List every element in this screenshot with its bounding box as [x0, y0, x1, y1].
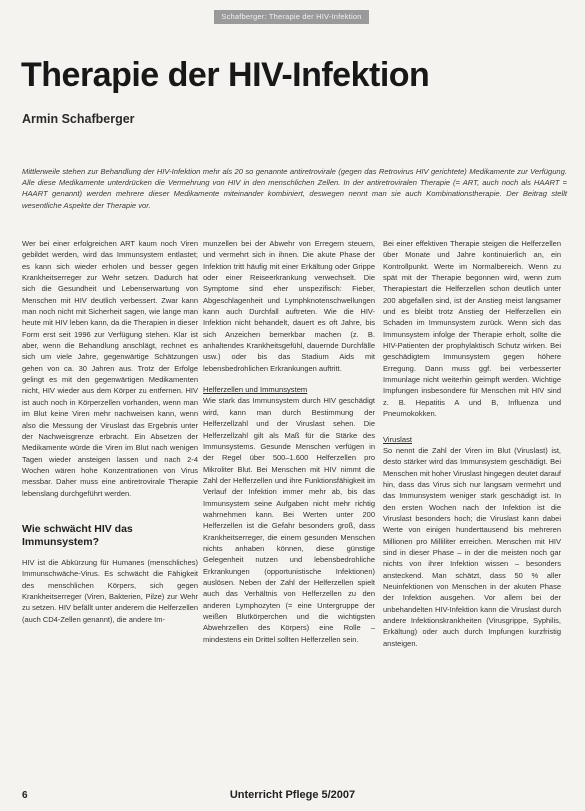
- article-title: Therapie der HIV-Infektion: [21, 56, 430, 94]
- column-2-intro: munzellen bei der Abwehr von Erregern steuern, und vermehrt sich in ihnen. Die akute Phase der Infektion tritt häufig mit einer Erkältung oder Grippe oder einer Reiseerkrankung verwechselt. Die Symptome sind eher unspezifisch: Fieber, Abgeschlagenheit und Lymphknotenschwellungen kann auch Durchfall auftreten. Wie die HIV-Infektion nicht behandelt, dauert es oft Jahre, bis sich Anzeichen bemerkbar machen (z. B. anhaltendes Krankheitsgefühl, dauernde Durchfälle usw.) oder bis das Stadium Aids mit lebensbedrohlichen Erkrankungen auftritt.: [203, 239, 375, 373]
- text-column-1: [22, 238, 198, 625]
- journal-issue: Unterricht Pflege 5/2007: [229, 789, 356, 801]
- text-column-3: [383, 238, 561, 649]
- abstract: Mittlerweile stehen zur Behandlung der HIV-Infektion mehr als 20 so genannte antiretrovirale (gegen das Retrovirus HIV gerichtete) Medikamente zur Verfügung. Alle diese Medikamente unterdrücken die Vermehrung von HIV in den menschlichen Zellen. In der antiretroviralen Therapie (= ART, auch noch als HAART = HAART genannt) werden mehrere dieser Medikamente miteinander kombiniert, deswegen nennt man sie auch Kombinationstherapie. Der Beitrag stellt wesentliche Aspekte der Therapie vor.: [22, 167, 567, 210]
- column-3-body: So nennt die Zahl der Viren im Blut (Viruslast) ist, desto stärker wird das Immunsystem geschädigt. Bei Menschen mit hoher Viruslast hingegen deutet darauf hin, dass das Virus sich nur langsam vermehrt und das Immunsystem weniger stark geschädigt ist. In den ersten Wochen nach der Infektion ist die Viruslast besonders hoch; die Viruslast kann dabei Werte von einigen hunderttausend bis mehreren Millionen pro Milliliter erreichen. Menschen mit HIV sind in dieser Phase – in der die meisten noch gar nichts von ihrer Infektion wissen – besonders ansteckend. Man schätzt, dass 50 % aller Neuinfektionen von Menschen in der akuten Phase der Infektion ausgehen. Vor allem bei der unbehandelten HIV-Infektion kann die Viruslast durch andere Infektionskrankheiten (Virusgrippe, Syphilis, Erkältung) oder auch durch Impfungen kurzfristig ansteigen.: [383, 445, 561, 648]
- column-3-intro: Bei einer effektiven Therapie steigen die Helferzellen über Monate und Jahre kontinuierlich an, ein Kontrollpunkt. Werte im Normalbereich. Wenn zu spät mit der Therapie begonnen wird, wenn zum Therapiestart die Helferzellen schon deutlich unter 200 abgefallen sind, ist der Anstieg meist langsamer und es bleibt trotz Anstieg der Helferzellen ein Schaden im Immunsystem zurück. Wenn sich das Immunsystem infolge der Therapie erholt, sollte die HIV-Patienten der prophylaktisch Schutz wirken. Bei geschädigtem Immunsystem gegen höhere Erregung. Dann muss ggf. bei verbesserter Immunlage nicht weiterhin geimpft werden. Wichtige Impfungen insbesondere für Menschen mit HIV sind z. B. Hepatitis A und B, Influenza und Pneumokokken.: [383, 239, 561, 419]
- running-head: Schafberger: Therapie der HIV-Infektion: [214, 10, 369, 24]
- text-column-2: [203, 238, 375, 645]
- column-1-intro: Wer bei einer erfolgreichen ART kaum noch Viren gebildet werden, wird das Immunsystem entlastet; es kann sich wieder erholen und besser gegen Krankheitserreger zur Wehr setzen. Dadurch hat sich die Gesundheit und Lebenserwartung von Menschen mit HIV deutlich verbessert. Zwar kann man noch nicht mit Sicherheit sagen, wie lange man heute mit HIV leben kann, da die Therapien in dieser Form erst seit 1996 zur Verfügung stehen. Klar ist aber, wenn die Behandlung anschlägt, rechnet es sich um viele Jahre, gegenwärtige Schätzungen gehen von ca. 30 Jahren aus. Trotz der Erfolge gelingt es mit den gegenwärtigen Medikamenten nicht, HIV wieder aus dem Körper zu entfernen. HIV ist auch noch in Körperzellen vorhanden, wenn man im Blut keine Viren mehr nachweisen kann, wenn also die Messung der Viruslast das Ergebnis unter der Nachweisgrenze erbracht. Ein Absetzen der Medikamente würde die Viren im Blut nach wenigen Tagen wieder ansteigen lassen und nach 2-4 Wochen wären hohe Konzentrationen von Virus messbar. Daher muss eine antiretrovirale Therapie lebenslang durchgeführt werden.: [22, 239, 198, 498]
- subheading-helper-cells: Helferzellen und Immunsystem: [203, 385, 308, 395]
- subheading-viral-load: Viruslast: [383, 434, 412, 444]
- author-name: Armin Schafberger: [22, 112, 135, 126]
- column-2-body: Wie stark das Immunsystem durch HIV geschädigt wird, kann man durch Bestimmung der Helferzellzahl und der Viruslast sehen. Die Helferzellzahl gilt als Maß für die Stärke des Immunsystems. Gesunde Menschen verfügen in der Regel über 500–1.600 Helferzellen pro Mikroliter Blut. Bei Menschen mit HIV nimmt die Zahl der Helferzellen und ihre Funktionsfähigkeit im Verlauf der Infektion immer mehr ab, bis das Immunsystem seine Aufgaben nicht mehr richtig wahrnehmen kann. Bei Werten unter 200 Helferzellen ist die Gefahr besonders groß, dass Krankheitserreger, die einem gesunden Menschen nichts anhaben können, diese günstige Gelegenheit nutzen und lebensbedrohliche Erkrankungen (opportunistische Infektionen) auslösen. Neben der Zahl der Helferzellen spielt auch das Verhältnis von Helferzellen zu den anderen Lymphozyten (= eine Untergruppe der weißen Blutkörperchen und die wichtigsten Abwehrzellen des Körpers) eine Rolle – mindestens ein Drittel sollten Helferzellen sein.: [203, 396, 375, 644]
- section-heading-immune: Wie schwächt HIV das Immunsystem?: [22, 522, 133, 548]
- page-number: 6: [22, 790, 28, 801]
- column-1-body: HIV ist die Abkürzung für Humanes (menschliches) Immunschwäche-Virus. Es schwächt die Fähigkeit des menschlichen Körpers, sich gegen Krankheitserreger (Viren, Bakterien, Pilze) zur Wehr zu setzen. HIV befällt unter anderem die Helferzellen (auch CD4-Zellen genannt), die andere Im-: [22, 557, 198, 624]
